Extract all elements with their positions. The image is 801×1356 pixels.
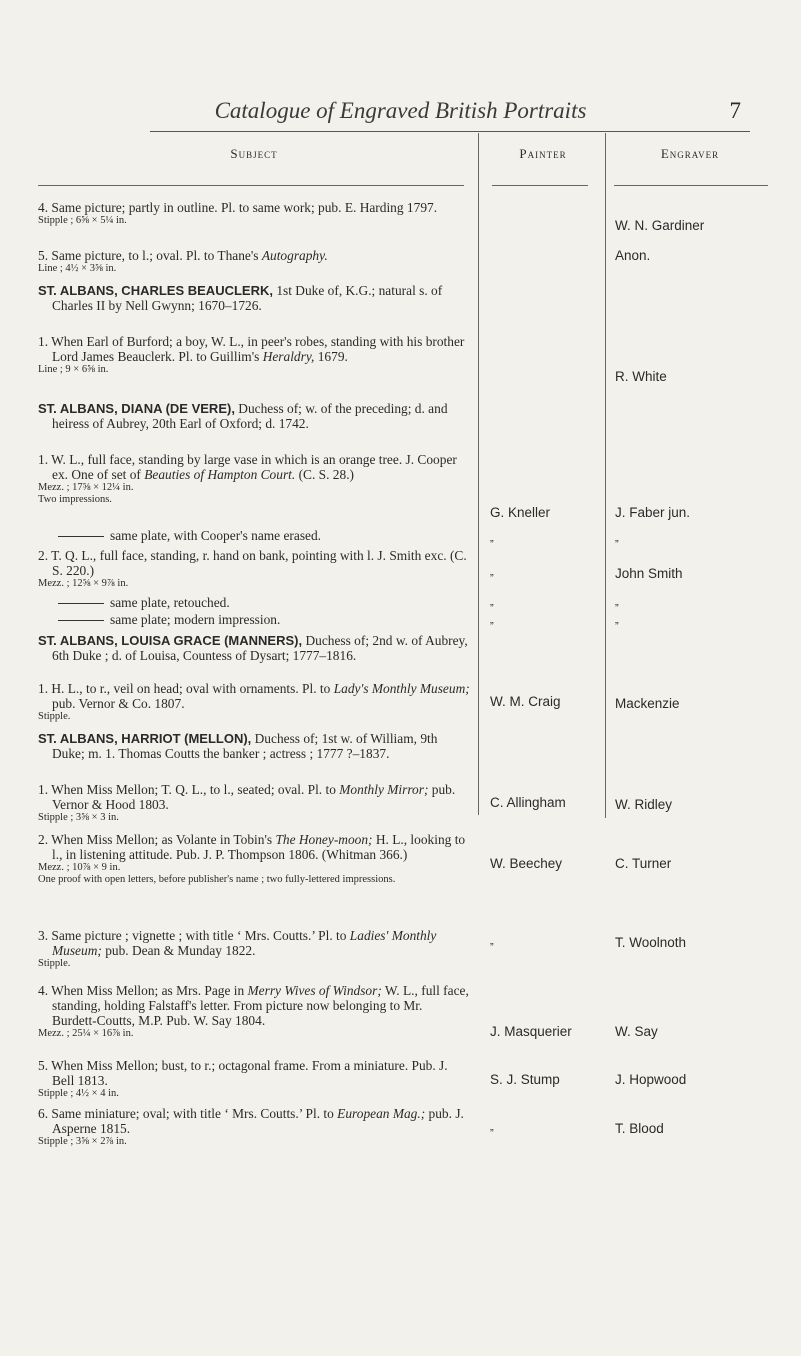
entry-monthly-mirror: 1. When Miss Mellon; T. Q. L., to l., seated; oval. Pl. to Monthly Mirror; pub. Vernor & Hood 1803. Stipple ; 3⅝ × 3 in. [38, 782, 456, 823]
engraver-ditto: „ [615, 596, 619, 608]
engraver-turner: C. Turner [615, 856, 672, 871]
entry-4-same-picture: 4. Same picture; partly in outline. Pl. to same work; pub. E. Harding 1797. Stipple ; 6⅝ × 5¼ in. [38, 200, 438, 226]
entry-honey-moon: 2. When Miss Mellon; as Volante in Tobin's The Honey-moon; H. L., looking to l., in listening attitude. Pub. J. P. Thompson 1806. (Whitman 366.) Mezz. ; 10⅞ × 9 in. One proof with open letters, before publisher's name ; two fully-lettered impressions. [38, 832, 466, 885]
engraver-blood: T. Blood [615, 1121, 664, 1136]
painter-stump: S. J. Stump [490, 1072, 560, 1087]
entry-ladies-monthly: 3. Same picture ; vignette ; with title ‘ Mrs. Coutts.’ Pl. to Ladies' Monthly Museum; pub. Dean & Munday 1822. Stipple. [38, 928, 437, 969]
engraver-say: W. Say [615, 1024, 658, 1039]
entry-5-oval: 5. Same picture, to l.; oval. Pl. to Thane's Autography. Line ; 4½ × 3⅝ in. [38, 248, 328, 274]
engraver-mackenzie: Mackenzie [615, 696, 680, 711]
entry-retouched: same plate, retouched. [38, 595, 470, 610]
column-header-painter: Painter [519, 146, 567, 161]
header-divider-subject [38, 185, 464, 186]
column-rule-1 [478, 133, 479, 815]
painter-ditto: „ [490, 935, 494, 947]
entry-hampton-court: 1. W. L., full face, standing by large vase in which is an orange tree. J. Cooper ex. One of set of Beauties of Hampton Court. (C. S. 28.) Mezz. ; 17⅝ × 12¼ in. Two impressions. [38, 452, 457, 505]
running-title: Catalogue of Engraved British Portraits [214, 98, 587, 123]
engraver-ditto: „ [615, 614, 619, 626]
engraver-gardiner: W. N. Gardiner [615, 218, 705, 233]
painter-ditto: „ [490, 614, 494, 626]
engraver-woolnoth: T. Woolnoth [615, 935, 687, 950]
heading-diana-de-vere: ST. ALBANS, DIANA (DE VERE), Duchess of; w. of the preceding; d. and heiress of Aubrey, 20th Earl of Oxford; d. 1742. [38, 401, 448, 431]
heading-charles-beauclerk: ST. ALBANS, CHARLES BEAUCLERK, 1st Duke of, K.G.; natural s. of Charles II by Nell Gwynn; 1670–1726. [38, 283, 443, 313]
entry-ladys-monthly: 1. H. L., to r., veil on head; oval with ornaments. Pl. to Lady's Monthly Museum; pub. Vernor & Co. 1807. Stipple. [38, 681, 470, 722]
entry-merry-wives: 4. When Miss Mellon; as Mrs. Page in Merry Wives of Windsor; W. L., full face, standing, holding Falstaff's letter. From picture now belonging to Mr. Burdett-Coutts, M.P. Pub. W. Say 1804. Mezz. ; 25¼ × 16⅞ in. [38, 983, 469, 1039]
engraver-white: R. White [615, 369, 667, 384]
engraver-hopwood: J. Hopwood [615, 1072, 687, 1087]
painter-allingham: C. Allingham [490, 795, 566, 810]
heading-louisa-grace: ST. ALBANS, LOUISA GRACE (MANNERS), Duchess of; 2nd w. of Aubrey, 6th Duke ; d. of Louisa, Countess of Dysart; 1777–1816. [38, 633, 468, 663]
column-rule-2 [605, 133, 606, 818]
header-divider-engraver [614, 185, 768, 186]
painter-craig: W. M. Craig [490, 694, 561, 709]
heading-harriot-mellon: ST. ALBANS, HARRIOT (MELLON), Duchess of; 1st w. of William, 9th Duke; m. 1. Thomas Coutts the banker ; actress ; 1777 ?–1837. [38, 731, 438, 761]
painter-ditto: „ [490, 532, 494, 544]
painter-masquerier: J. Masquerier [490, 1024, 572, 1039]
engraver-john-smith: John Smith [615, 566, 683, 581]
entry-octagonal-frame: 5. When Miss Mellon; bust, to r.; octagonal frame. From a miniature. Pub. J. Bell 1813. Stipple ; 4½ × 4 in. [38, 1058, 448, 1099]
header-rule [150, 131, 750, 132]
page-number: 7 [729, 98, 741, 123]
painter-ditto: „ [490, 566, 494, 578]
column-header-engraver: Engraver [660, 146, 720, 161]
header-divider-painter [492, 185, 588, 186]
painter-ditto: „ [490, 596, 494, 608]
painter-kneller: G. Kneller [490, 505, 551, 520]
entry-2-full-face: 2. T. Q. L., full face, standing, r. hand on bank, pointing with l. J. Smith exc. (C. S. 220.) Mezz. ; 12⅝ × 9⅞ in. [38, 548, 467, 589]
painter-beechey: W. Beechey [490, 856, 563, 871]
painter-ditto: „ [490, 1121, 494, 1133]
entry-cooper-erased: same plate, with Cooper's name erased. [38, 528, 470, 543]
column-header-subject: Subject [230, 146, 278, 161]
engraver-anon: Anon. [615, 248, 651, 263]
engraver-faber: J. Faber jun. [615, 505, 691, 520]
engraver-ditto: „ [615, 532, 619, 544]
entry-modern-impression: same plate; modern impression. [38, 612, 470, 627]
entry-european-mag: 6. Same miniature; oval; with title ‘ Mrs. Coutts.’ Pl. to European Mag.; pub. J. Asperne 1815. Stipple ; 3⅝ × 2⅞ in. [38, 1106, 464, 1147]
entry-earl-of-burford: 1. When Earl of Burford; a boy, W. L., in peer's robes, standing with his brother Lord James Beauclerk. Pl. to Guillim's Heraldry, 1679. Line ; 9 × 6⅝ in. [38, 334, 465, 375]
engraver-ridley: W. Ridley [615, 797, 673, 812]
